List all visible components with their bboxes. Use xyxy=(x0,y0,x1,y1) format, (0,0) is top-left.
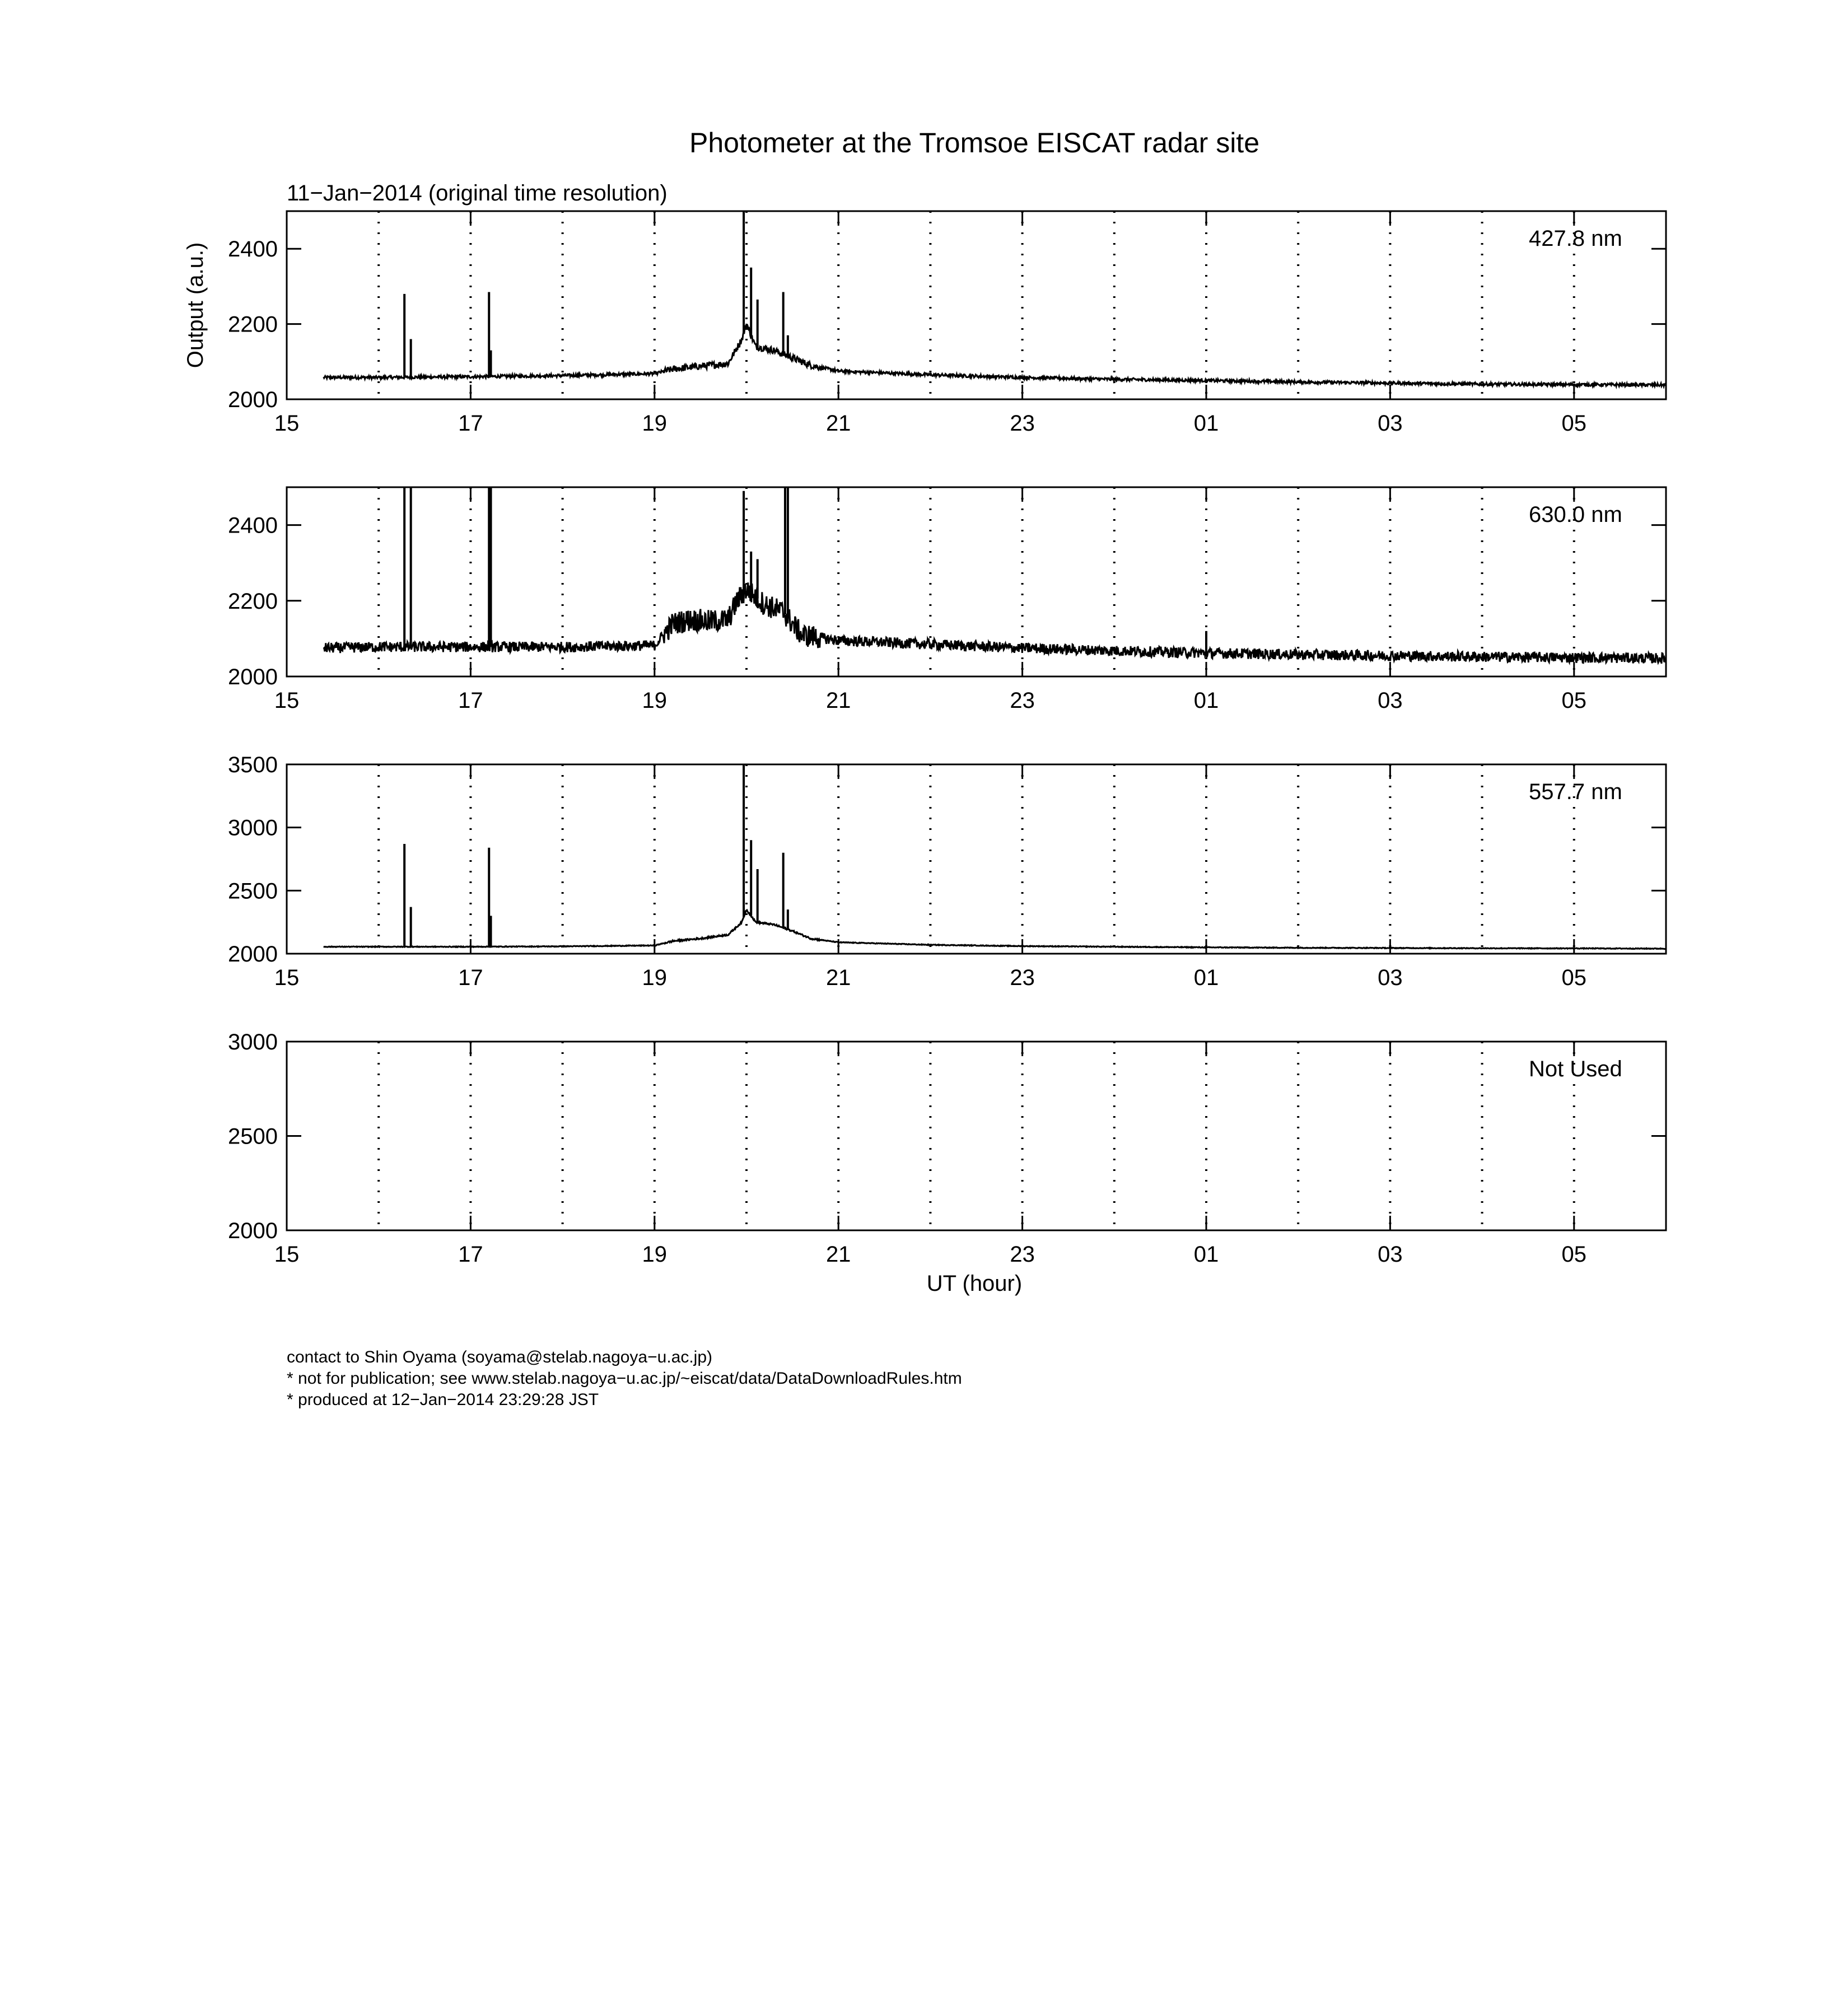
footer-rules: * not for publication; see www.stelab.nagoya−u.ac.jp/~eiscat/data/DataDownloadRules.htm xyxy=(287,1369,962,1388)
panel-3 xyxy=(228,753,1666,990)
y-tick-label: 2500 xyxy=(228,1124,278,1149)
x-tick-label: 15 xyxy=(274,965,300,990)
axes-box xyxy=(287,211,1666,399)
x-tick-label: 17 xyxy=(458,688,483,713)
x-tick-label: 03 xyxy=(1378,965,1403,990)
series-line xyxy=(324,325,1666,386)
x-tick-label: 23 xyxy=(1010,688,1035,713)
x-tick-label: 23 xyxy=(1010,1242,1035,1267)
y-tick-label: 2000 xyxy=(228,942,278,967)
axes-box xyxy=(287,1042,1666,1230)
figure-title: Photometer at the Tromsoe EISCAT radar site xyxy=(689,127,1260,158)
x-tick-label: 17 xyxy=(458,965,483,990)
y-tick-label: 2500 xyxy=(228,879,278,904)
x-tick-label: 15 xyxy=(274,688,300,713)
panel-label: 630.0 nm xyxy=(1529,502,1622,527)
x-tick-label: 03 xyxy=(1378,411,1403,436)
y-tick-label: 2400 xyxy=(228,237,278,262)
panel-4 xyxy=(228,1030,1666,1267)
panels xyxy=(228,211,1666,1267)
x-tick-label: 19 xyxy=(642,411,668,436)
x-tick-label: 05 xyxy=(1561,411,1587,436)
x-tick-label: 05 xyxy=(1561,965,1587,990)
x-tick-label: 23 xyxy=(1010,411,1035,436)
panel-1 xyxy=(228,211,1666,436)
axes-box xyxy=(287,764,1666,954)
x-tick-label: 21 xyxy=(825,965,851,990)
x-tick-label: 17 xyxy=(458,1242,483,1267)
y-tick-label: 2400 xyxy=(228,513,278,538)
footer-notes xyxy=(287,1348,962,1409)
x-tick-label: 01 xyxy=(1193,688,1219,713)
x-tick-label: 21 xyxy=(825,688,851,713)
y-axis-label: Output (a.u.) xyxy=(183,242,208,368)
footer-contact: contact to Shin Oyama (soyama@stelab.nagoya−u.ac.jp) xyxy=(287,1348,713,1366)
x-tick-label: 01 xyxy=(1193,965,1219,990)
series-line xyxy=(324,910,1666,949)
panel-label: Not Used xyxy=(1529,1057,1622,1081)
y-tick-label: 2200 xyxy=(228,589,278,614)
y-tick-label: 3500 xyxy=(228,753,278,777)
x-tick-label: 17 xyxy=(458,411,483,436)
x-tick-label: 19 xyxy=(642,1242,668,1267)
y-tick-label: 2200 xyxy=(228,312,278,337)
x-tick-label: 19 xyxy=(642,965,668,990)
x-tick-label: 15 xyxy=(274,411,300,436)
x-tick-label: 21 xyxy=(825,411,851,436)
x-tick-label: 03 xyxy=(1378,1242,1403,1267)
panel-label: 557.7 nm xyxy=(1529,780,1622,804)
x-tick-label: 15 xyxy=(274,1242,300,1267)
x-tick-label: 03 xyxy=(1378,688,1403,713)
x-tick-label: 05 xyxy=(1561,1242,1587,1267)
x-tick-label: 19 xyxy=(642,688,668,713)
y-tick-label: 2000 xyxy=(228,388,278,412)
footer-produced: * produced at 12−Jan−2014 23:29:28 JST xyxy=(287,1390,599,1409)
panel-label: 427.8 nm xyxy=(1529,226,1622,251)
y-tick-label: 3000 xyxy=(228,1030,278,1054)
figure-subtitle: 11−Jan−2014 (original time resolution) xyxy=(287,181,668,206)
x-tick-label: 01 xyxy=(1193,1242,1219,1267)
x-axis-label: UT (hour) xyxy=(926,1271,1023,1296)
panel-2 xyxy=(228,487,1666,713)
x-tick-label: 23 xyxy=(1010,965,1035,990)
y-tick-label: 2000 xyxy=(228,1219,278,1243)
x-tick-label: 05 xyxy=(1561,688,1587,713)
series-line xyxy=(324,582,1666,664)
x-tick-label: 01 xyxy=(1193,411,1219,436)
y-tick-label: 2000 xyxy=(228,665,278,689)
y-tick-label: 3000 xyxy=(228,815,278,841)
x-tick-label: 21 xyxy=(825,1242,851,1267)
